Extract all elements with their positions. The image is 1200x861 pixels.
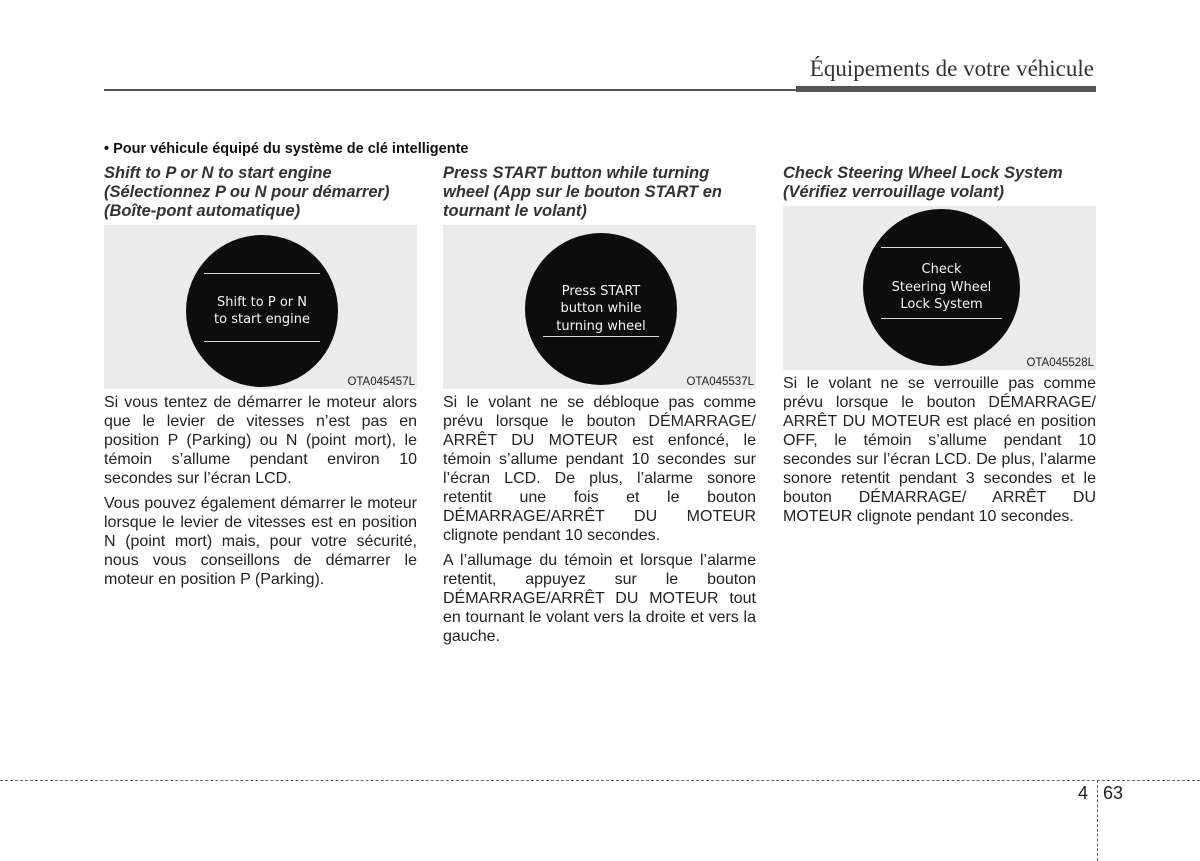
intro-bullet: • Pour véhicule équipé du système de clé intelligente	[104, 141, 469, 157]
lcd-figure	[443, 225, 756, 389]
page-number: 63	[1103, 783, 1124, 803]
column-shift-to-p-or-n	[104, 164, 417, 595]
heading-line: (Boîte-pont automatique)	[104, 202, 301, 220]
footer-dashed-rule	[0, 780, 1200, 781]
column-body	[783, 374, 1096, 526]
lcd-figure	[104, 225, 417, 389]
lcd-line: to start engine	[214, 312, 310, 327]
heading-line: (Vérifiez verrouillage volant)	[783, 183, 1004, 201]
figure-code: OTA045528L	[1026, 357, 1094, 369]
header-rule-accent	[796, 86, 1096, 92]
lcd-divider	[881, 247, 1002, 248]
lcd-divider	[543, 336, 659, 337]
lcd-divider	[204, 341, 320, 342]
heading-line: (Sélectionnez P ou N pour démarrer)	[104, 183, 390, 201]
lcd-line: button while	[560, 301, 642, 317]
heading-line: Press START button while turning	[443, 164, 710, 182]
header-rule	[104, 89, 798, 91]
figure-code: OTA045457L	[347, 376, 415, 388]
heading-line: tournant le volant)	[443, 202, 587, 220]
chapter-number: 4	[1078, 783, 1089, 803]
figure-code: OTA045537L	[686, 376, 754, 388]
paragraph: Si vous tentez de démarrer le moteur alors que le levier de vitesses n’est pas en position P (Parking) ou N (point mort), le témoin s’allume pendant environ 10 secondes sur l’écran LCD.	[104, 394, 417, 487]
column-body	[104, 393, 417, 589]
column-check-steering-lock	[783, 164, 1096, 532]
lcd-divider	[204, 273, 320, 274]
paragraph: Si le volant ne se verrouille pas comme prévu lorsque le bouton DÉMARRAGE/ ARRÊT DU MOTEUR est placé en position OFF, le témoin s’allume pendant 10 secondes sur l’écran LCD. De plus, l’alarme sonore retentit pendant 3 secondes et le bouton DÉMARRAGE/ ARRÊT DU MOTEUR clignote pendant 10 secondes.	[783, 375, 1096, 525]
paragraph: Vous pouvez également démarrer le moteur lorsque le levier de vitesses est en position N (point mort) mais, pour votre sécurité, nous vous conseillons de démarrer le moteur en position P (Parking).	[104, 495, 417, 588]
column-body	[443, 393, 756, 646]
paragraph: Si le volant ne se débloque pas comme prévu lorsque le bouton DÉMARRAGE/ ARRÊT DU MOTEUR est enfoncé, le témoin s’allume pendant 10 secondes sur l’écran LCD. De plus, l’alarme sonore retentit une fois et le bouton DÉMARRAGE/ARRÊT DU MOTEUR clignote pendant 10 secondes.	[443, 394, 756, 544]
lcd-line: Shift to P or N	[217, 294, 307, 310]
heading-line: Check Steering Wheel Lock System	[783, 164, 1063, 182]
lcd-figure	[783, 206, 1096, 370]
lcd-display	[186, 235, 338, 387]
column-heading	[104, 164, 417, 221]
heading-line: Shift to P or N to start engine	[104, 164, 332, 182]
lcd-line: Lock System	[900, 297, 983, 313]
column-heading	[783, 164, 1096, 202]
lcd-display	[525, 233, 677, 385]
column-heading	[443, 164, 756, 221]
lcd-line: Press START	[561, 283, 641, 299]
column-press-start	[443, 164, 756, 652]
paragraph: A l’allumage du témoin et lorsque l’alarme retentit, appuyez sur le bouton DÉMARRAGE/ARRÊT DU MOTEUR tout en tournant le volant vers la droite et vers la gauche.	[443, 552, 756, 645]
section-title: Équipements de votre véhicule	[809, 56, 1094, 81]
lcd-line: turning wheel	[556, 318, 646, 334]
lcd-line: Steering Wheel	[891, 279, 992, 295]
footer-page-divider	[1097, 780, 1098, 861]
lcd-divider	[881, 318, 1002, 319]
lcd-display	[863, 209, 1020, 366]
heading-line: wheel (App sur le bouton START en	[443, 183, 722, 201]
lcd-line: Check	[921, 262, 962, 278]
